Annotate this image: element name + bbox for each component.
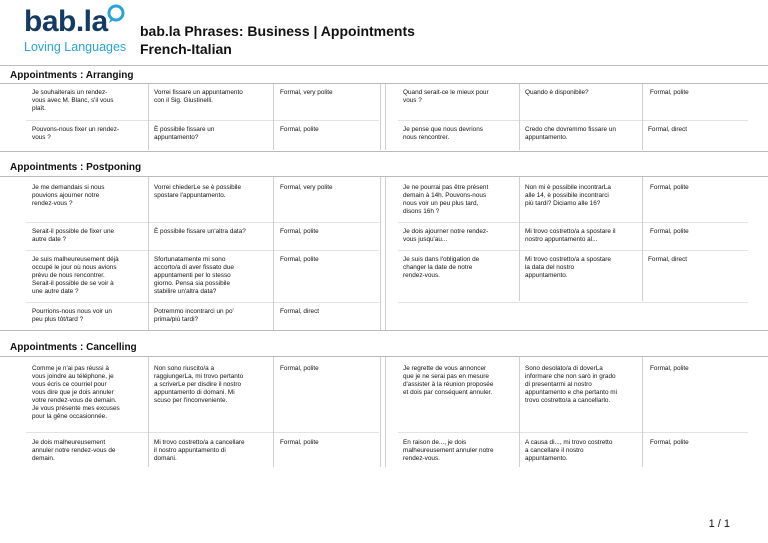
phrase-fr: Pourrions-nous nous voir un peu plus tôt/tard ?: [32, 308, 112, 323]
logo-wordmark: bab.la: [24, 5, 108, 38]
column-separator: [273, 177, 274, 330]
phrase-register: Formal, direct: [648, 126, 688, 133]
page-title-line2: French-Italian: [140, 41, 232, 57]
phrase-it: Vorrei fissare un appuntamento con il Sig. Giustinelli.: [154, 89, 243, 104]
phrase-it: È possibile fissare un'altra data?: [154, 228, 246, 235]
phrase-fr: Comme je n'ai pas réussi à vous joindre au téléphone, je vous écris ce courriel pour vous dire que je dois annuler votre rendez-vous de demain. Je vous présente mes excuses pour la gêne occasionnée.: [32, 365, 120, 420]
phrase-register: Formal, polite: [650, 89, 689, 96]
row-divider: [26, 250, 379, 251]
row-divider: [398, 222, 748, 223]
page-title-line1: bab.la Phrases: Business | Appointments: [140, 23, 415, 39]
column-separator: [148, 177, 149, 330]
phrase-fr: Je me demandais si nous pouvions ajourner notre rendez-vous ?: [32, 184, 105, 207]
column-separator: [519, 357, 520, 467]
phrase-register: Formal, polite: [650, 439, 689, 446]
phrase-fr: Je suis dans l'obligation de changer la date de notre rendez-vous.: [403, 256, 480, 279]
row-divider: [398, 302, 748, 303]
phrase-it: Mi trovo costretto/a a spostare il nostro appuntamento al...: [525, 228, 616, 243]
section-title-arranging: Appointments : Arranging: [10, 70, 134, 81]
phrase-register: Formal, polite: [650, 228, 689, 235]
phrase-it: Mi trovo costretto/a a cancellare il nostro appuntamento di domani.: [154, 439, 245, 462]
phrase-fr: Serait-il possible de fixer une autre date ?: [32, 228, 115, 243]
section-divider: [0, 65, 768, 66]
column-separator: [642, 357, 643, 467]
phrase-it: Vorrei chiederLe se è possibile spostare l'appuntamento.: [154, 184, 242, 199]
row-divider: [26, 120, 379, 121]
phrase-it: Non mi è possibile incontrarLa alle 14, è possibile incontrarci più tardi? Diciamo alle 16?: [525, 184, 611, 207]
phrase-register: Formal, polite: [280, 126, 319, 133]
row-divider: [26, 222, 379, 223]
group-separator: [380, 84, 386, 150]
phrase-register: Formal, very polite: [280, 89, 333, 96]
column-separator: [642, 84, 643, 150]
column-separator: [519, 84, 520, 150]
phrase-register: Formal, direct: [280, 308, 320, 315]
phrase-fr: Je dois ajourner notre rendez-vous jusqu'au...: [403, 228, 489, 243]
phrase-register: Formal, polite: [280, 365, 319, 372]
row-divider: [398, 250, 748, 251]
phrase-it: Mi trovo costretto/a a spostare la data del nostro appuntamento.: [525, 256, 611, 279]
phrase-it: Sono desolato/a di doverLa informare che non sarò in grado di presentarmi al nostro appuntamento e che pertanto mi trovo costretto/a a cancellarlo.: [525, 365, 618, 404]
section-divider: [0, 330, 768, 331]
babla-logo[interactable]: [24, 6, 134, 56]
phrase-it: A causa di..., mi trovo costretto a cancellare il nostro appuntamento.: [525, 439, 613, 462]
phrase-register: Formal, very polite: [280, 184, 333, 191]
section-divider: [0, 151, 768, 152]
column-separator: [642, 177, 643, 301]
group-separator: [380, 177, 386, 330]
row-divider: [398, 432, 748, 433]
phrase-register: Formal, polite: [650, 365, 689, 372]
row-divider: [26, 302, 379, 303]
phrase-fr: En raison de..., je dois malheureusement annuler notre rendez-vous.: [403, 439, 494, 462]
phrase-it: Sfortunatamente mi sono accorto/a di aver fissato due appuntamenti per lo stesso giorno. Pensa sia possibile stabilire un'altra data?: [154, 256, 234, 295]
phrase-fr: Je ne pourrai pas être présent demain à 14h. Pouvons-nous nous voir un peu plus tard, disons 16h ?: [403, 184, 489, 215]
phrase-register: Formal, polite: [280, 228, 319, 235]
phrase-fr: Je suis malheureusement déjà occupé le jour où nous avions prévu de nous rencontrer. Serait-il possible de se voir à une autre date ?: [32, 256, 119, 295]
phrase-it: Quando è disponibile?: [525, 89, 589, 96]
page-number: 1 / 1: [708, 518, 730, 530]
column-separator: [519, 177, 520, 301]
phrase-it: È possibile fissare un appuntamento?: [154, 126, 215, 141]
phrase-fr: Je souhaiterais un rendez-vous avec M. Blanc, s'il vous plaît.: [32, 89, 114, 112]
group-separator: [380, 357, 386, 467]
phrase-fr: Je regrette de vous annoncer que je ne serai pas en mesure d'assister à la réunion proposée et dois par conséquent annuler.: [403, 365, 494, 396]
column-separator: [273, 84, 274, 150]
phrase-fr: Je dois malheureusement annuler notre rendez-vous de demain.: [32, 439, 116, 462]
phrase-it: Credo che dovremmo fissare un appuntamento.: [525, 126, 616, 141]
logo-tagline: Loving Languages: [24, 40, 127, 54]
page-title: [140, 22, 415, 58]
column-separator: [273, 357, 274, 467]
phrase-register: Formal, polite: [280, 439, 319, 446]
section-title-cancelling: Appointments : Cancelling: [10, 342, 137, 353]
phrase-it: Non sono riuscito/a a raggiungerLa, mi trovo pertanto a scriverLe per disdire il nostro appuntamento di domani. Mi scuso per l'inconveniente.: [154, 365, 244, 404]
phrase-register: Formal, direct: [648, 256, 688, 263]
speech-bubble-icon: [106, 4, 126, 24]
phrase-it: Potremmo incontrarci un po' prima/più tardi?: [154, 308, 234, 323]
phrase-fr: Pouvons-nous fixer un rendez-vous ?: [32, 126, 120, 141]
phrase-fr: Je pense que nous devrions nous rencontrer.: [403, 126, 483, 141]
column-separator: [148, 357, 149, 467]
column-separator: [148, 84, 149, 150]
row-divider: [26, 432, 379, 433]
section-title-postponing: Appointments : Postponing: [10, 162, 142, 173]
phrase-fr: Quand serait-ce le mieux pour vous ?: [403, 89, 489, 104]
phrase-register: Formal, polite: [650, 184, 689, 191]
page-header: [0, 0, 768, 62]
row-divider: [398, 120, 748, 121]
phrase-register: Formal, polite: [280, 256, 319, 263]
